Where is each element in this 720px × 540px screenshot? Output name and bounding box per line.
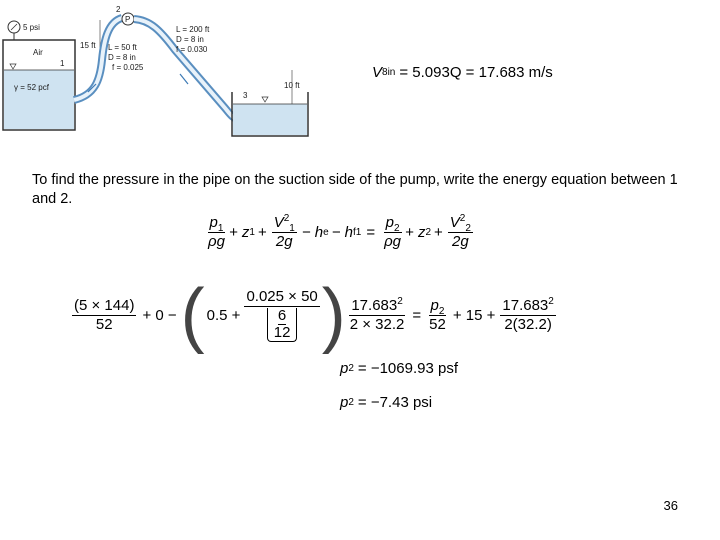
result-psf: p 2 = −1069.93 psf [340, 360, 458, 377]
page-number: 36 [663, 498, 678, 513]
discharge-friction: f = 0.030 [176, 45, 208, 54]
left-paren: ( [180, 275, 205, 355]
velocity-value: = 5.093Q = 17.683 m/s [399, 64, 553, 81]
explanation-text: To find the pressure in the pipe on the suction side of the pump, write the energy equation between 1 and 2. [32, 172, 678, 207]
gamma-label: γ = 52 pcf [14, 83, 49, 92]
air-label: Air [33, 48, 43, 57]
discharge-diameter: D = 8 in [176, 35, 204, 44]
discharge-length: L = 200 ft [176, 25, 210, 34]
numeric-equation: $\frac{(5 \times 144)}{52}$ + 0 − ( 0.5 + $\frac{0.025 \times 50}{\frac{6}{12}}$ ) $\frac{17.683^2}{2 \times 32.2}$ = $\frac{p_2}{52}$ + 15 + $\frac{17.683^2}{2(32.2)}$ [74, 275, 554, 355]
point-1-label: 1 [60, 59, 65, 68]
energy-equation: $\frac{p_1}{\rho g}$ + z 1 + $\frac{V^2_1}{2g}$ − h e − h f1 = $\frac{p_2}{\rho g}$ + z 2 + $\frac{V^2_2}{2g}$ [208, 213, 471, 250]
velocity-equation: V 8in = 5.093Q = 17.683 m/s [372, 64, 553, 81]
pump-system-figure [0, 0, 330, 150]
velocity-symbol: V [372, 64, 383, 81]
height-label: 15 ft [80, 41, 96, 50]
left-tank-liquid [4, 70, 74, 129]
elev-label: 10 ft [284, 81, 300, 90]
suction-length: L = 50 ft [108, 43, 137, 52]
gauge-label: 5 psi [23, 23, 40, 32]
right-tank-liquid [233, 104, 307, 135]
right-paren: ) [321, 275, 346, 355]
suction-friction: f = 0.025 [112, 63, 144, 72]
suction-diameter: D = 8 in [108, 53, 136, 62]
result-psi: p 2 = −7.43 psi [340, 394, 433, 411]
point-2-label: 2 [116, 5, 121, 14]
point-3-label: 3 [243, 91, 248, 100]
pump-label: P [125, 15, 131, 24]
